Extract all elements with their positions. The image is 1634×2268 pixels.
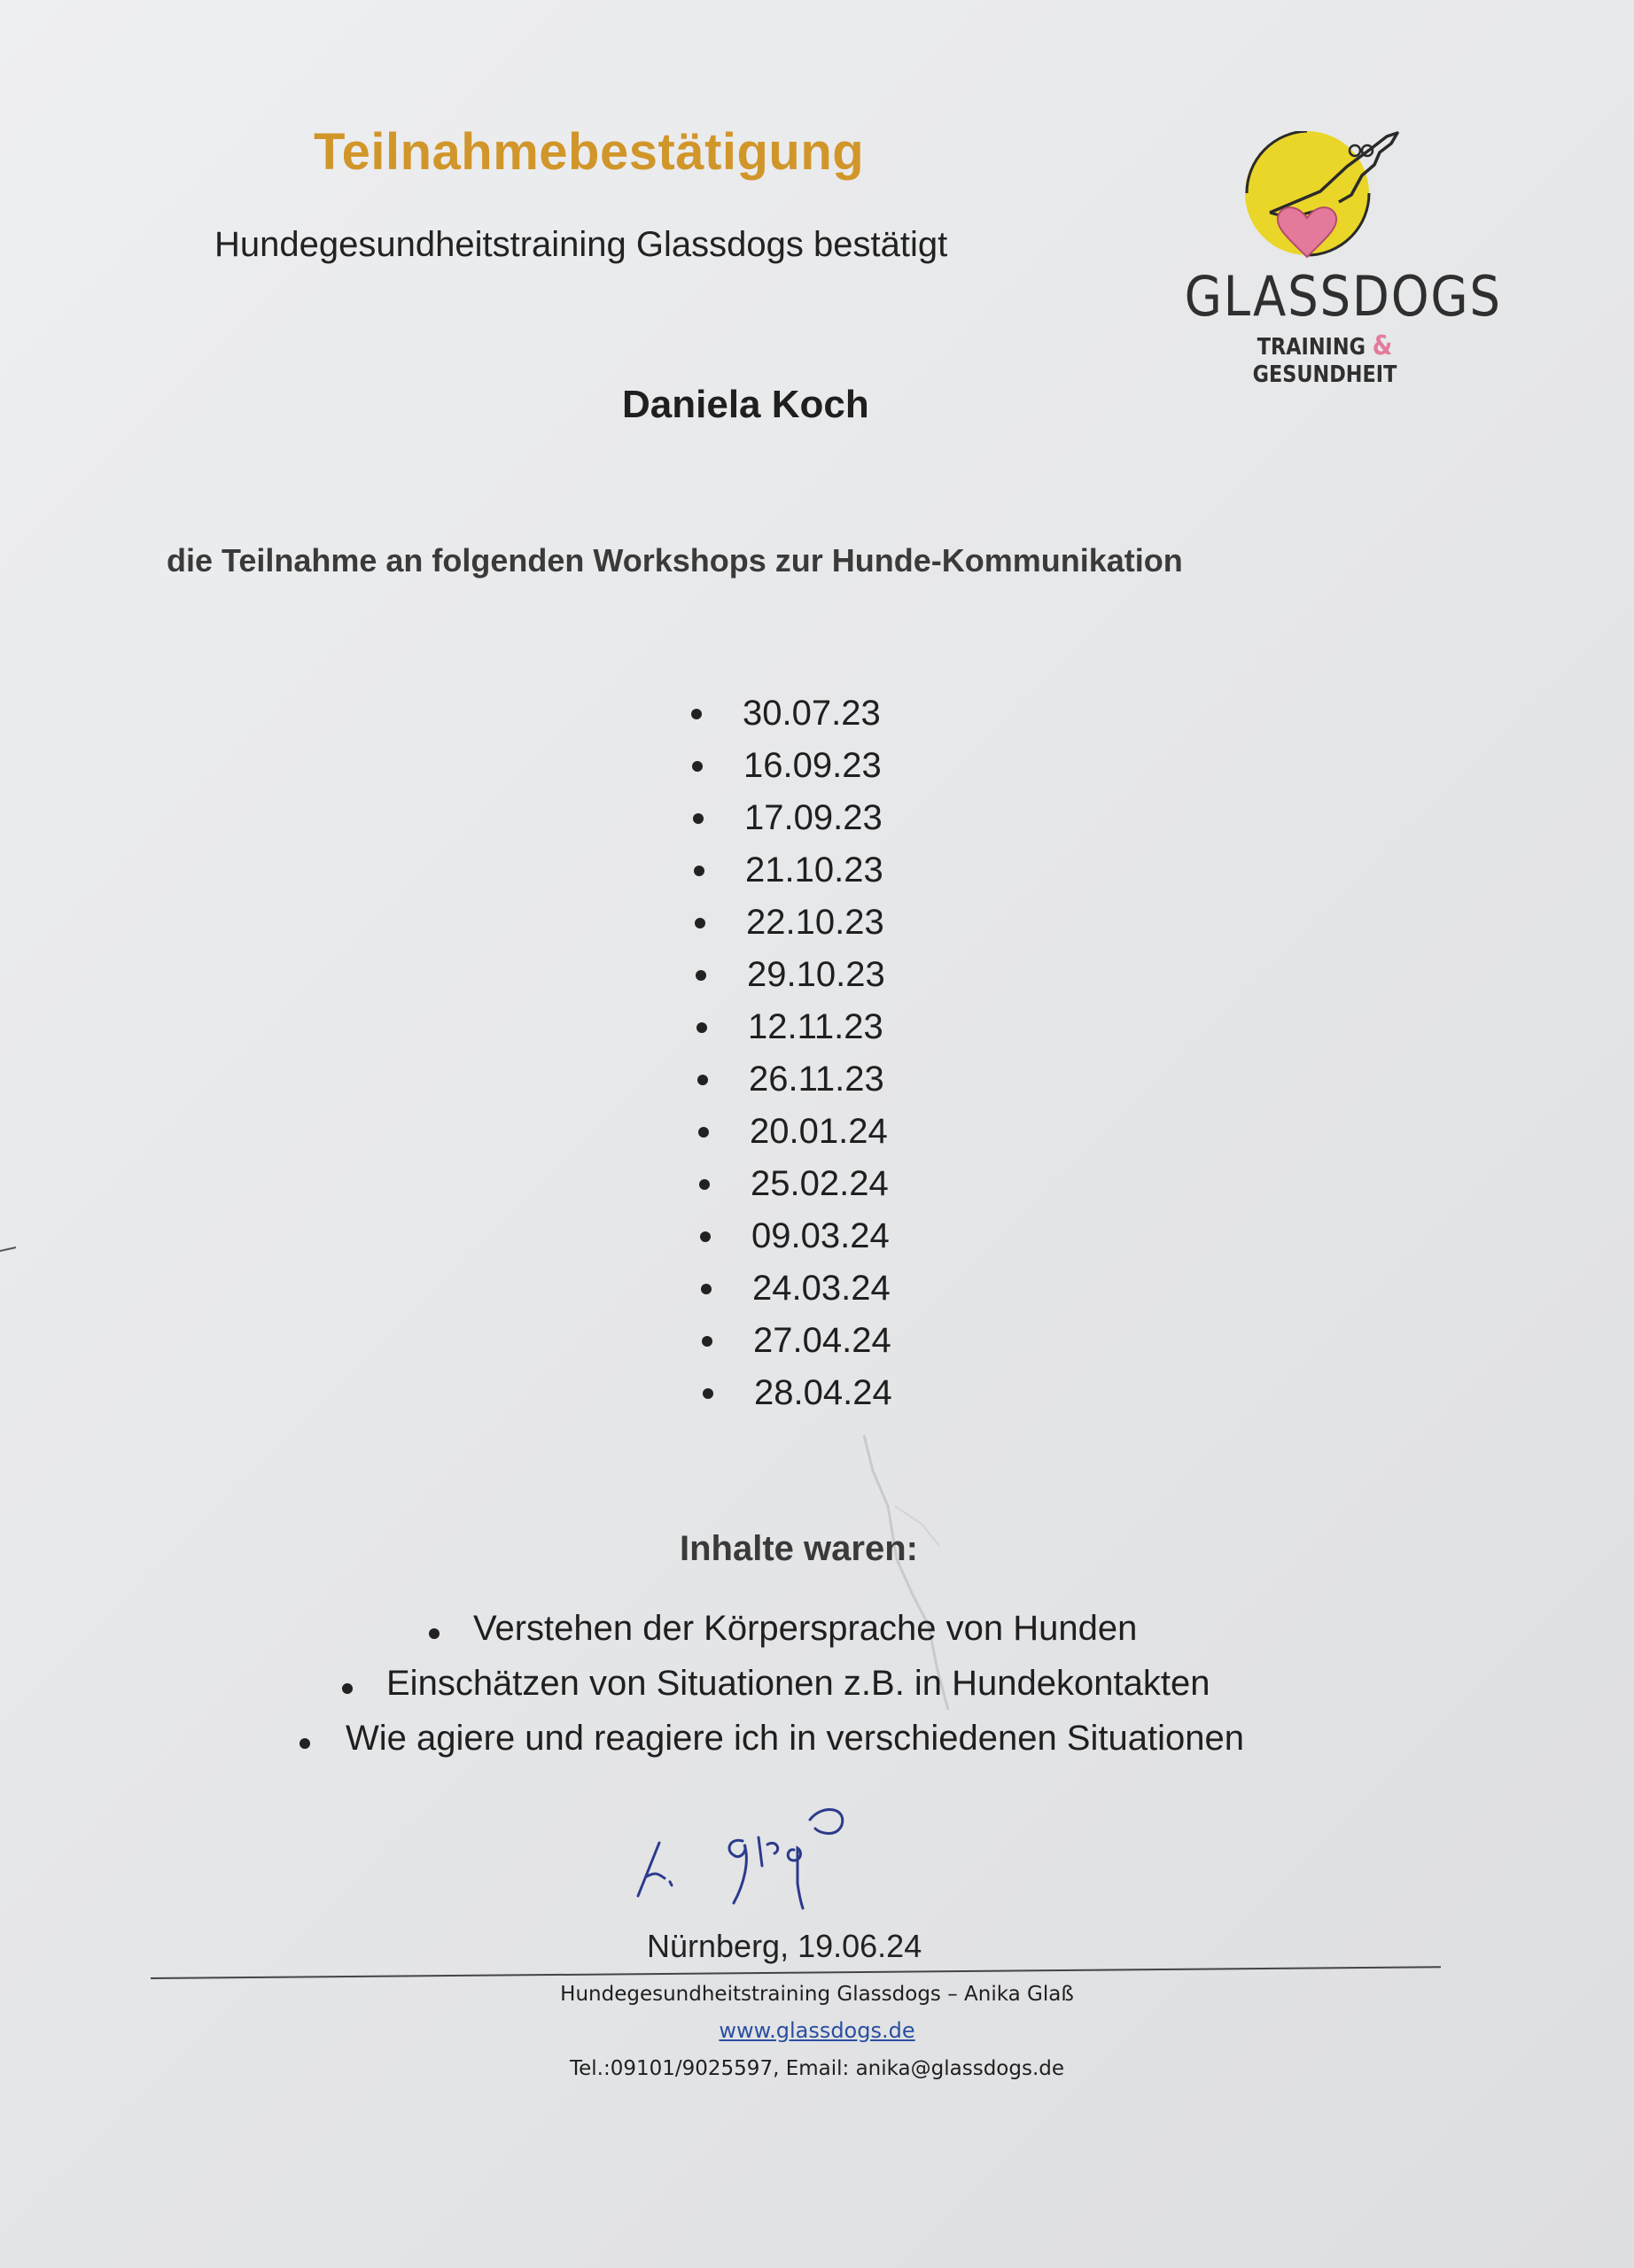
bullet-icon (694, 866, 704, 876)
certificate-title: Teilnahmebestätigung (314, 123, 865, 181)
contents-text: Verstehen der Körpersprache von Hunden (473, 1609, 1138, 1648)
footer-contact: Tel.:09101/9025597, Email: anika@glassdogs.de (569, 2057, 1065, 2080)
signature (620, 1798, 922, 1922)
workshop-date: 21.10.23 (745, 850, 883, 889)
bullet-icon (691, 709, 702, 719)
workshop-date: 24.03.24 (752, 1269, 891, 1308)
logo-tagline-training: TRAINING (1257, 334, 1366, 361)
footer-company: Hundegesundheitstraining Glassdogs – Anika Glaß (560, 1983, 1074, 2006)
bullet-icon (342, 1683, 353, 1694)
workshop-date: 16.09.23 (743, 746, 882, 785)
logo-tagline (1187, 330, 1462, 388)
workshop-date: 12.11.23 (748, 1007, 883, 1046)
logo-tagline-gesundheit: GESUNDHEIT (1252, 361, 1397, 388)
workshop-date: 25.02.24 (751, 1164, 889, 1203)
contents-text: Wie agiere und reagiere ich in verschiedenen Situationen (346, 1719, 1244, 1758)
footer-divider (151, 1966, 1441, 1979)
workshop-date: 26.11.23 (749, 1060, 884, 1099)
workshop-date: 30.07.23 (743, 694, 881, 733)
bullet-icon (693, 813, 704, 824)
bullet-icon (697, 1075, 708, 1085)
workshop-date: 20.01.24 (750, 1112, 888, 1151)
bullet-icon (696, 970, 706, 981)
workshop-date: 22.10.23 (746, 903, 884, 942)
bullet-icon (703, 1388, 713, 1399)
bullet-icon (699, 1179, 710, 1190)
workshop-date: 27.04.24 (753, 1321, 891, 1360)
contents-text: Einschätzen von Situationen z.B. in Hundekontakten (386, 1664, 1210, 1703)
footer-website-link[interactable]: www.glassdogs.de (719, 2018, 915, 2043)
contents-heading: Inhalte waren: (680, 1529, 918, 1568)
bullet-icon (698, 1127, 709, 1138)
workshop-date: 09.03.24 (751, 1216, 890, 1255)
place-and-date: Nürnberg, 19.06.24 (647, 1928, 922, 1964)
certificate-subtitle: Hundegesundheitstraining Glassdogs bestätigt (214, 225, 948, 264)
bullet-icon (701, 1284, 712, 1294)
participant-name: Daniela Koch (622, 383, 869, 426)
bullet-icon (702, 1336, 712, 1347)
bullet-icon (700, 1231, 711, 1242)
workshop-date: 28.04.24 (754, 1373, 892, 1412)
bullet-icon (695, 918, 705, 928)
logo-tagline-ampersand: & (1372, 330, 1393, 361)
glassdogs-logo (1165, 131, 1502, 388)
bullet-icon (429, 1628, 440, 1639)
logo-wordmark: GLASSDOGS (1184, 264, 1502, 329)
bullet-icon (692, 761, 703, 772)
bullet-icon (300, 1738, 310, 1749)
intro-text: die Teilnahme an folgenden Workshops zur Hunde-Kommunikation (167, 542, 1183, 579)
bullet-icon (696, 1022, 707, 1033)
workshop-date: 29.10.23 (747, 955, 885, 994)
workshop-date: 17.09.23 (744, 798, 883, 837)
